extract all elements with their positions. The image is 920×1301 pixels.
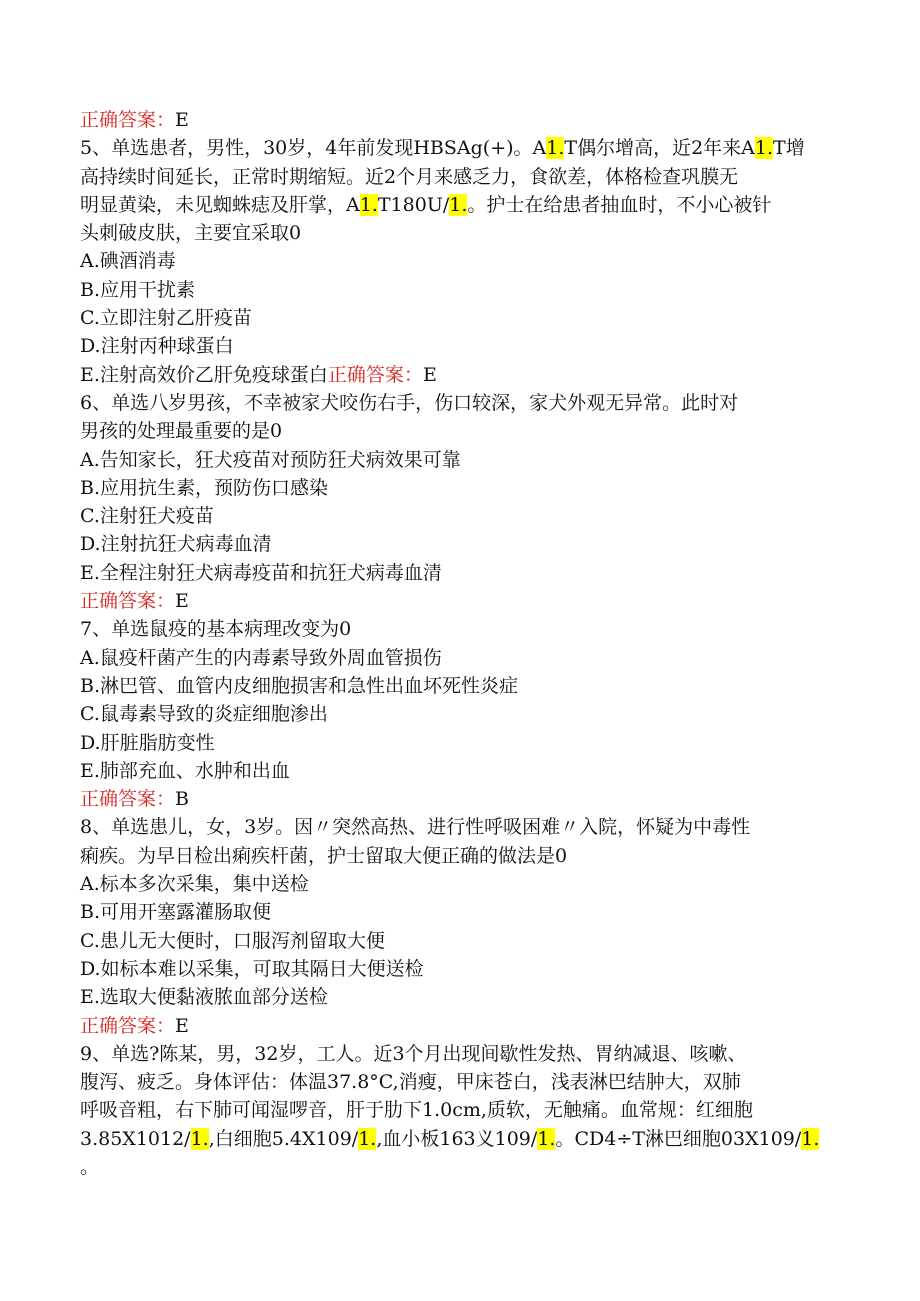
option-e: E.全程注射狂犬病毒疫苗和抗狂犬病毒血清	[80, 561, 442, 584]
answer-line: 正确答案：B	[80, 788, 189, 811]
option-b: B.可用开塞露灌肠取便	[80, 901, 272, 924]
option-e: E.注射高效价乙肝免疫球蛋白正确答案：E	[80, 363, 437, 386]
option-a: A.鼠疫杆菌产生的内毒素导致外周血管损伤	[80, 646, 442, 669]
option-d: D.肝脏脂肪变性	[80, 731, 215, 754]
option-b: B.淋巴管、血管内皮细胞损害和急性出血坏死性炎症	[80, 674, 519, 697]
document-page	[80, 106, 870, 1181]
question-7: 7、单选鼠疫的基本病理改变为0 A.鼠疫杆菌产生的内毒素导致外周血管损伤 B.淋巴管、血管内皮细胞损害和急性出血坏死性炎症 C.鼠毒素导致的炎症细胞渗出 D.肝脏脂肪变性 E.肺部充血、水肿和出血 正确答案：B	[80, 615, 870, 813]
option-a: A.碘酒消毒	[80, 250, 176, 273]
answer-line: 正确答案：E	[80, 590, 189, 613]
question-9: 9、单选?陈某，男，32岁，工人。近3个月出现间歇性发热、胃纳减退、咳嗽、 腹泻、疲乏。身体评估：体温37.8°C,消瘦，甲床苍白，浅表淋巴结肿大，双肺 呼吸音粗，右下肺可闻湿啰音，肝于肋下1.0cm,质软，无触痛。血常规：红细胞 3.85X1012/1.,白细胞5.4X109/1.,血小板163义109/1.。CD4÷T淋巴细胞03X109/1. 。	[80, 1042, 820, 1178]
question-6: 6、单选八岁男孩，不幸被家犬咬伤右手，伤口较深，家犬外观无异常。此时对 男孩的处理最重要的是0 A.告知家长，狂犬疫苗对预防狂犬病效果可靠 B.应用抗生素，预防伤口感染 C.注射狂犬疫苗 D.注射抗狂犬病毒血清 E.全程注射狂犬病毒疫苗和抗狂犬病毒血清 正确答案：E	[80, 389, 870, 615]
question-5: 5、单选患者，男性，30岁，4年前发现HBSAg(+)。A1.T偶尔增高，近2年来A1.T增 高持续时间延长，正常时期缩短。近2个月来感乏力，食欲差，体格检查巩膜无 明显黄染，未见蜘蛛痣及肝掌，A1.T180U/1.。护士在给患者抽血时，不小心被针 头刺破皮肤，主要宜采取0 A.碘酒消毒 B.应用干扰素 C.立即注射乙肝疫苗 D.注射丙种球蛋白 E.注射高效价乙肝免疫球蛋白正确答案：E	[80, 134, 870, 389]
option-d: D.如标本难以采集，可取其隔日大便送检	[80, 957, 424, 980]
answer-line: 正确答案：E	[80, 1014, 189, 1037]
option-d: D.注射丙种球蛋白	[80, 335, 234, 358]
option-e: E.选取大便黏液脓血部分送检	[80, 986, 328, 1009]
option-a: A.告知家长，狂犬疫苗对预防狂犬病效果可靠	[80, 448, 461, 471]
option-b: B.应用抗生素，预防伤口感染	[80, 476, 329, 499]
option-c: C.患儿无大便时，口服泻剂留取大便	[80, 929, 385, 952]
option-c: C.立即注射乙肝疫苗	[80, 307, 252, 330]
option-e: E.肺部充血、水肿和出血	[80, 759, 290, 782]
option-c: C.注射狂犬疫苗	[80, 505, 214, 528]
option-b: B.应用干扰素	[80, 278, 196, 301]
answer-line: 正确答案：E	[80, 109, 189, 131]
question-8: 8、单选患儿，女，3岁。因〃突然高热、进行性呼吸困难〃入院，怀疑为中毒性 痢疾。为早日检出痢疾杆菌，护士留取大便正确的做法是0 A.标本多次采集，集中送检 B.可用开塞露灌肠取便 C.患儿无大便时，口服泻剂留取大便 D.如标本难以采集，可取其隔日大便送检 E.选取大便黏液脓血部分送检 正确答案：E	[80, 813, 870, 1039]
option-c: C.鼠毒素导致的炎症细胞渗出	[80, 703, 328, 726]
option-d: D.注射抗狂犬病毒血清	[80, 533, 272, 556]
option-a: A.标本多次采集，集中送检	[80, 873, 309, 896]
